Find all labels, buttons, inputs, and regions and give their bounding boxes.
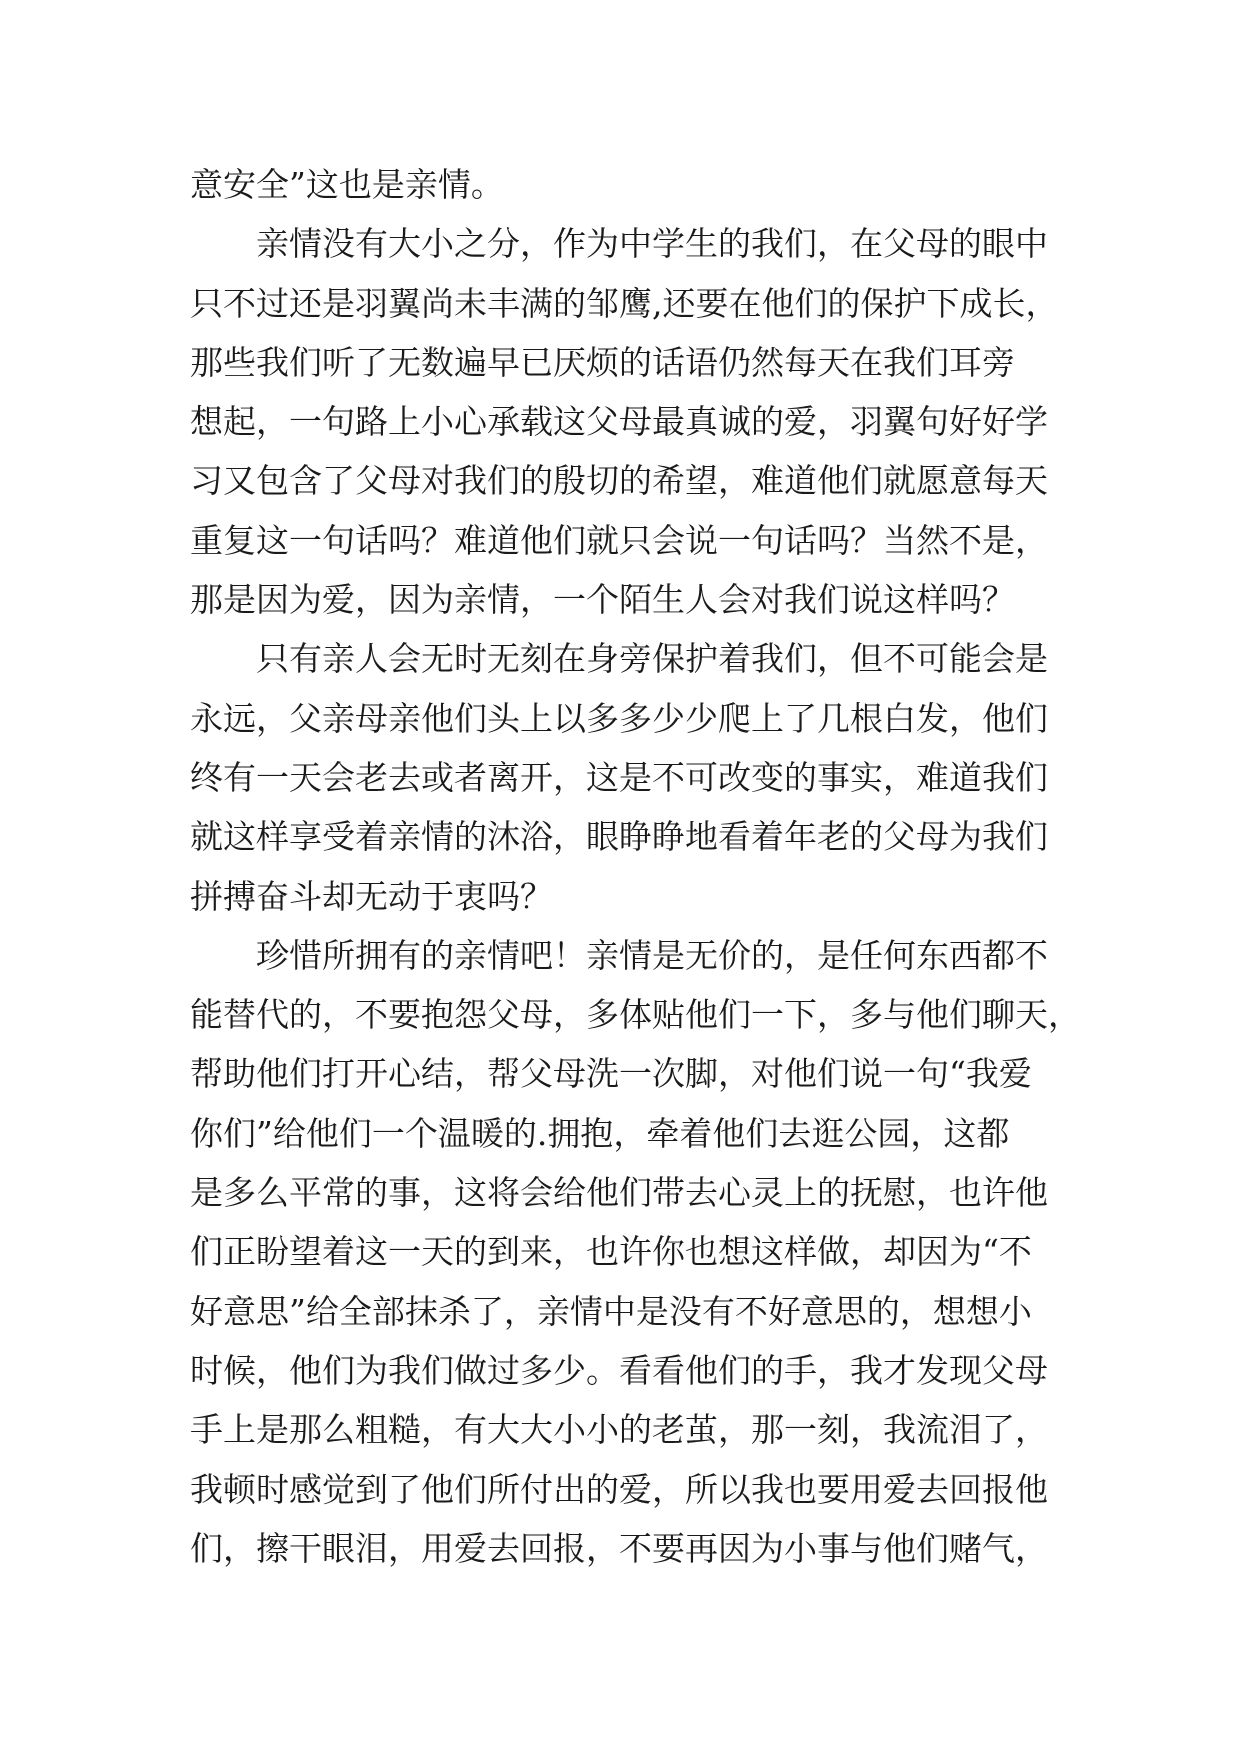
paragraph-start-line: 只有亲人会无时无刻在身旁保护着我们，但不可能会是 <box>256 639 1048 679</box>
text-line: 们正盼望着这一天的到来，也许你也想这样做，却因为“不 <box>190 1232 1032 1272</box>
text-line: 只不过还是羽翼尚未丰满的邹鹰,还要在他们的保护下成长， <box>190 283 1059 323</box>
text-line: 手上是那么粗糙，有大大小小的老茧，那一刻，我流泪了， <box>190 1410 1048 1450</box>
paragraph-start-line: 珍惜所拥有的亲情吧！亲情是无价的，是任何东西都不 <box>256 935 1048 975</box>
text-line: 帮助他们打开心结，帮父母洗一次脚，对他们说一句“我爱 <box>190 1054 1032 1094</box>
text-line: 意安全”这也是亲情。 <box>190 165 504 204</box>
text-line: 时候，他们为我们做过多少。看看他们的手，我才发现父母 <box>190 1350 1048 1390</box>
text-line: 想起，一句路上小心承载这父母最真诚的爱，羽翼句好好学 <box>190 402 1048 442</box>
text-line: 我顿时感觉到了他们所付出的爱，所以我也要用爱去回报他 <box>190 1469 1048 1509</box>
text-line: 那些我们听了无数遍早已厌烦的话语仍然每天在我们耳旁 <box>190 342 1015 382</box>
text-line: 就这样享受着亲情的沐浴，眼睁睁地看着年老的父母为我们 <box>190 817 1048 857</box>
text-line: 能替代的，不要抱怨父母，多体贴他们一下，多与他们聊天， <box>190 995 1081 1035</box>
text-line: 是多么平常的事，这将会给他们带去心灵上的抚慰，也许他 <box>190 1173 1048 1213</box>
text-line: 们，擦干眼泪，用爱去回报，不要再因为小事与他们赌气， <box>190 1528 1048 1568</box>
text-line: 重复这一句话吗？难道他们就只会说一句话吗？当然不是， <box>190 520 1048 560</box>
text-line: 终有一天会老去或者离开，这是不可改变的事实，难道我们 <box>190 757 1048 797</box>
text-line: 永远，父亲母亲他们头上以多多少少爬上了几根白发，他们 <box>190 698 1048 738</box>
text-line: 习又包含了父母对我们的殷切的希望，难道他们就愿意每天 <box>190 461 1048 501</box>
paragraph-start-line: 亲情没有大小之分，作为中学生的我们，在父母的眼中 <box>256 224 1048 264</box>
text-line: 拼搏奋斗却无动于衷吗？ <box>190 876 553 916</box>
text-line: 好意思”给全部抹杀了，亲情中是没有不好意思的，想想小 <box>190 1291 1032 1331</box>
text-line: 你们”给他们一个温暖的.拥抱，牵着他们去逛公园，这都 <box>190 1113 1010 1153</box>
text-line: 那是因为爱，因为亲情，一个陌生人会对我们说这样吗？ <box>190 580 1015 620</box>
essay-body <box>190 155 1090 1578</box>
